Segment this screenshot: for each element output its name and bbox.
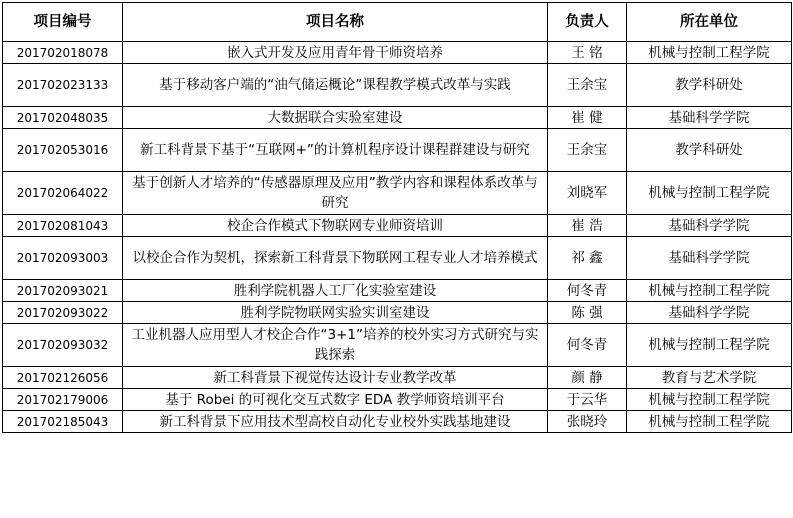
header-project-id: 项目编号 <box>3 3 123 42</box>
unit-cell: 教学科研处 <box>627 64 792 107</box>
project-table <box>2 2 792 433</box>
project-id-cell: 201702093021 <box>3 280 123 302</box>
project-id-cell: 201702179006 <box>3 389 123 411</box>
lead-cell: 祁 鑫 <box>548 237 627 280</box>
unit-cell: 基础科学学院 <box>627 237 792 280</box>
project-id-cell: 201702185043 <box>3 411 123 433</box>
unit-cell: 机械与控制工程学院 <box>627 172 792 215</box>
unit-cell: 基础科学学院 <box>627 215 792 237</box>
header-unit: 所在单位 <box>627 3 792 42</box>
table-row <box>3 42 792 64</box>
lead-cell: 刘晓军 <box>548 172 627 215</box>
project-name-cell: 基于移动客户端的“油气储运概论”课程教学模式改革与实践 <box>123 64 548 107</box>
lead-cell: 王余宝 <box>548 129 627 172</box>
lead-cell: 何冬青 <box>548 280 627 302</box>
unit-cell: 基础科学学院 <box>627 302 792 324</box>
project-id-cell: 201702126056 <box>3 367 123 389</box>
project-id-cell: 201702093032 <box>3 324 123 367</box>
project-name-cell: 胜利学院机器人工厂化实验室建设 <box>123 280 548 302</box>
unit-cell: 机械与控制工程学院 <box>627 411 792 433</box>
unit-cell: 机械与控制工程学院 <box>627 389 792 411</box>
project-id-cell: 201702081043 <box>3 215 123 237</box>
lead-cell: 王 铭 <box>548 42 627 64</box>
unit-cell: 机械与控制工程学院 <box>627 42 792 64</box>
table-row <box>3 64 792 107</box>
unit-cell: 教学科研处 <box>627 129 792 172</box>
table-row <box>3 302 792 324</box>
project-name-cell: 胜利学院物联网实验实训室建设 <box>123 302 548 324</box>
unit-cell: 机械与控制工程学院 <box>627 324 792 367</box>
lead-cell: 陈 强 <box>548 302 627 324</box>
table-row <box>3 107 792 129</box>
lead-cell: 王余宝 <box>548 64 627 107</box>
project-id-cell: 201702053016 <box>3 129 123 172</box>
lead-cell: 颜 静 <box>548 367 627 389</box>
table-row <box>3 172 792 215</box>
project-name-cell: 嵌入式开发及应用青年骨干师资培养 <box>123 42 548 64</box>
project-name-cell: 工业机器人应用型人才校企合作“3+1”培养的校外实习方式研究与实践探索 <box>123 324 548 367</box>
table-row <box>3 215 792 237</box>
unit-cell: 机械与控制工程学院 <box>627 280 792 302</box>
table-row <box>3 324 792 367</box>
table-row <box>3 237 792 280</box>
project-name-cell: 基于创新人才培养的“传感器原理及应用”教学内容和课程体系改革与研究 <box>123 172 548 215</box>
table-row <box>3 129 792 172</box>
table-row <box>3 389 792 411</box>
project-name-cell: 基于 Robei 的可视化交互式数字 EDA 教学师资培训平台 <box>123 389 548 411</box>
project-name-cell: 大数据联合实验室建设 <box>123 107 548 129</box>
project-id-cell: 201702018078 <box>3 42 123 64</box>
project-name-cell: 校企合作模式下物联网专业师资培训 <box>123 215 548 237</box>
project-id-cell: 201702064022 <box>3 172 123 215</box>
header-project-name: 项目名称 <box>123 3 548 42</box>
table-row <box>3 411 792 433</box>
project-name-cell: 新工科背景下视觉传达设计专业教学改革 <box>123 367 548 389</box>
unit-cell: 基础科学学院 <box>627 107 792 129</box>
table-row <box>3 367 792 389</box>
project-name-cell: 新工科背景下基于“互联网+”的计算机程序设计课程群建设与研究 <box>123 129 548 172</box>
table-row <box>3 280 792 302</box>
lead-cell: 崔 浩 <box>548 215 627 237</box>
project-id-cell: 201702048035 <box>3 107 123 129</box>
project-name-cell: 以校企合作为契机，探索新工科背景下物联网工程专业人才培养模式 <box>123 237 548 280</box>
project-id-cell: 201702093022 <box>3 302 123 324</box>
lead-cell: 崔 健 <box>548 107 627 129</box>
unit-cell: 教育与艺术学院 <box>627 367 792 389</box>
project-id-cell: 201702093003 <box>3 237 123 280</box>
lead-cell: 于云华 <box>548 389 627 411</box>
project-name-cell: 新工科背景下应用技术型高校自动化专业校外实践基地建设 <box>123 411 548 433</box>
lead-cell: 张晓玲 <box>548 411 627 433</box>
lead-cell: 何冬青 <box>548 324 627 367</box>
project-id-cell: 201702023133 <box>3 64 123 107</box>
table-header-row <box>3 3 792 42</box>
header-lead: 负责人 <box>548 3 627 42</box>
